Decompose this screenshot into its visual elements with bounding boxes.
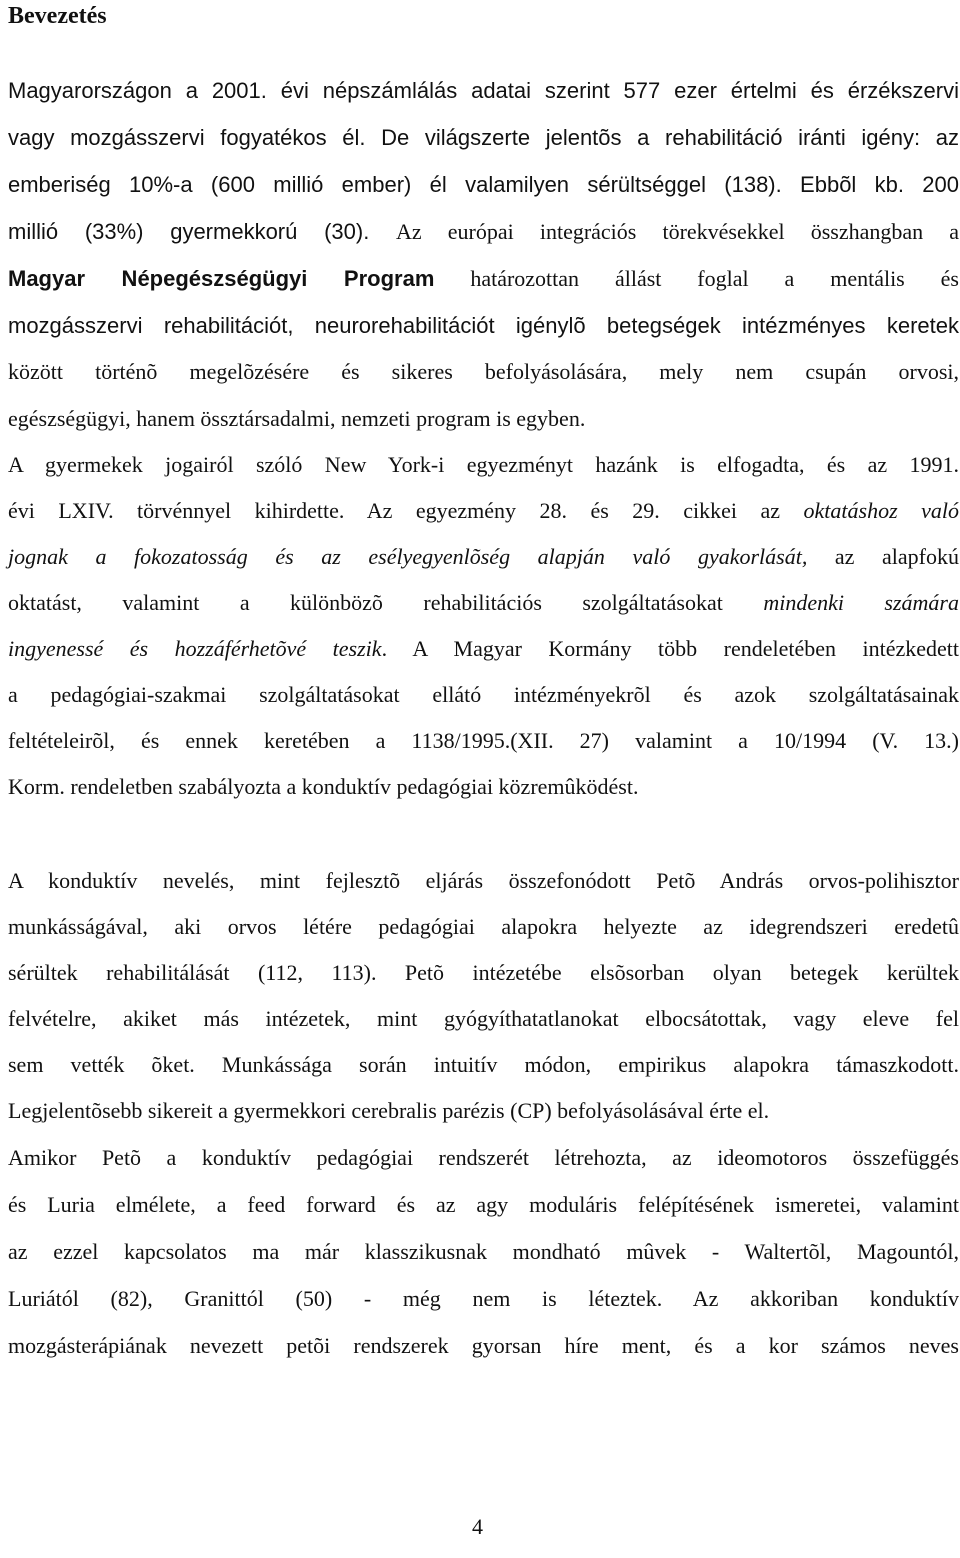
page-number: 4 [472,1514,483,1539]
paragraph-line: Amikor Petõ a konduktív pedagógiai rendszerét létrehozta, az ideomotoros összefüggés [8,1145,959,1170]
paragraph-line: felvételre, akiket más intézetek, mint gyógyíthatatlanokat elbocsátottak, vagy eleve fel [8,1006,959,1031]
paragraph-line: vagy mozgásszervi fogyatékos él. De világszerte jelentõs a rehabilitáció iránti igény: az [8,125,959,150]
paragraph-line: Luriától (82), Granittól (50) - még nem is léteztek. Az akkoriban konduktív [8,1286,959,1311]
program-name: Magyar Népegészségügyi Program [8,266,435,291]
paragraph-line: az ezzel kapcsolatos ma már klasszikusnak mondható mûvek - Waltertõl, Magountól, [8,1239,959,1264]
section-heading: Bevezetés [8,3,107,29]
paragraph-line: A konduktív nevelés, mint fejlesztõ eljárás összefonódott Petõ András orvos-polihisztor [8,868,959,893]
paragraph-line: millió (33%) gyermekkorú (30). Az európai integrációs törekvésekkel összhangban a [8,219,959,244]
paragraph-line: mozgásszervi rehabilitációt, neurorehabilitációt igénylõ betegségek intézményes keretek [8,313,959,338]
paragraph-line: ingyenessé és hozzáférhetõvé teszik. A Magyar Kormány több rendeletében intézkedett [8,636,959,661]
paragraph-line: Magyar Népegészségügyi Program határozottan állást foglal a mentális és [8,266,959,291]
paragraph-line: sérültek rehabilitálását (112, 113). Petõ intézetébe elsõsorban olyan betegek kerültek [8,960,959,985]
paragraph-line: sem vették õket. Munkássága során intuitív módon, empirikus alapokra támaszkodott. [8,1052,959,1077]
paragraph-line: és Luria elmélete, a feed forward és az agy moduláris felépítésének ismeretei, valamint [8,1192,959,1217]
paragraph-line: Legjelentõsebb sikereit a gyermekkori cerebralis parézis (CP) befolyásolásával érte el. [8,1098,770,1123]
paragraph-line: Korm. rendeletben szabályozta a konduktív pedagógiai közremûködést. [8,774,639,799]
paragraph-line: között történõ megelõzésére és sikeres befolyásolására, mely nem csupán orvosi, [8,359,959,384]
paragraph-line: évi LXIV. törvénnyel kihirdette. Az egyezmény 28. és 29. cikkei az oktatáshoz való [8,498,959,523]
paragraph-line: A gyermekek jogairól szóló New York-i egyezményt hazánk is elfogadta, és az 1991. [8,452,959,477]
paragraph-line: egészségügyi, hanem össztársadalmi, nemzeti program is egyben. [8,406,586,431]
paragraph-line: oktatást, valamint a különbözõ rehabilitációs szolgáltatásokat mindenki számára [8,590,959,615]
paragraph-line: mozgásterápiának nevezett petõi rendszerek gyorsan híre ment, és a kor számos neves [8,1333,959,1358]
paragraph-line: emberiség 10%-a (600 millió ember) él valamilyen sérültséggel (138). Ebbõl kb. 200 [8,172,959,197]
paragraph-line: munkásságával, aki orvos létére pedagógiai alapokra helyezte az idegrendszeri eredetû [8,914,959,939]
paragraph-line: feltételeirõl, és ennek keretében a 1138/1995.(XII. 27) valamint a 10/1994 (V. 13.) [8,728,959,753]
paragraph-line: Magyarországon a 2001. évi népszámlálás adatai szerint 577 ezer értelmi és érzékszervi [8,78,959,103]
paragraph-line: a pedagógiai-szakmai szolgáltatásokat ellátó intézményekrõl és azok szolgáltatásainak [8,682,959,707]
paragraph-line: jognak a fokozatosság és az esélyegyenlõség alapján való gyakorlását, az alapfokú [8,544,960,569]
